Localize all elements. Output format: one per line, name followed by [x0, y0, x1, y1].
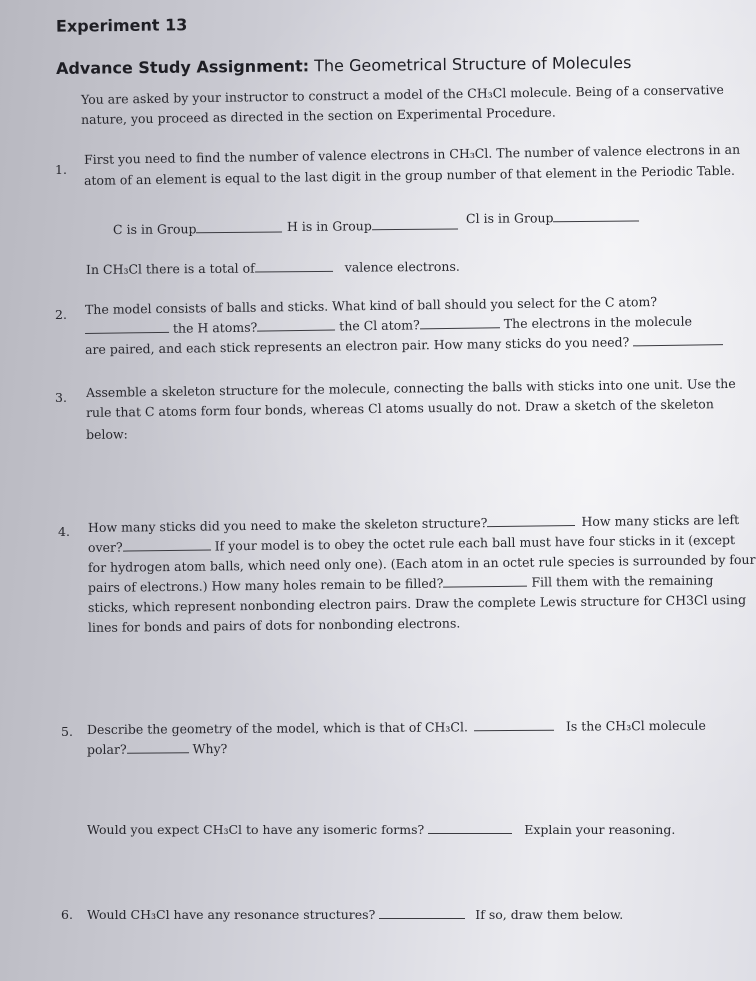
h-group-blank[interactable] [372, 219, 458, 231]
experiment-title: Experiment 13 [55, 15, 188, 36]
q4-line-2a: over? [87, 539, 123, 555]
h-atoms-blank[interactable] [257, 320, 335, 332]
q6-row [87, 907, 623, 922]
intro-line-2: nature, you proceed as directed in the section on Experimental Procedure. [80, 104, 556, 127]
q6-draw-label: If so, draw them below. [475, 907, 624, 922]
q4-line-2b: If your model is to obey the octet rule each ball must have four sticks in it (except [214, 532, 736, 554]
q1-number: 1. [55, 162, 67, 177]
q6-number: 6. [61, 907, 73, 922]
q5-line-1a: Describe the geometry of the model, which is that of CH₃Cl. [86, 719, 468, 737]
q4-line-1b: How many sticks are left [581, 512, 740, 529]
assignment-heading [56, 53, 632, 78]
c-group-blank[interactable] [196, 222, 282, 234]
polar-blank[interactable] [127, 742, 189, 753]
assignment-title: The Geometrical Structure of Molecules [314, 52, 632, 76]
q2-line-3 [85, 333, 723, 357]
sticks-needed-blank[interactable] [633, 334, 723, 346]
q5-line-2a: polar? [86, 741, 127, 757]
q2-number: 2. [55, 307, 67, 322]
assignment-label: Advance Study Assignment: [55, 56, 310, 79]
q4-line-2 [88, 532, 735, 555]
q6-question: Would CH₃Cl have any resonance structures? [87, 907, 376, 922]
q1-line-2: atom of an element is equal to the last digit in the group number of that element in the Periodic Table. [83, 162, 736, 188]
q4-line-4 [88, 572, 713, 595]
c-atom-blank[interactable] [85, 322, 169, 334]
q4-line-4a: pairs of electrons.) How many holes remain to be filled? [87, 575, 444, 595]
total-blank[interactable] [255, 261, 333, 273]
q3-line-2: rule that C atoms form four bonds, whereas Cl atoms usually do not. Draw a sketch of the skeleton [85, 396, 714, 420]
h-atoms-label: the H atoms? [172, 319, 258, 336]
q4-line-4b: Fill them with the remaining [531, 572, 714, 590]
cl-group-blank[interactable] [553, 210, 639, 222]
q3-line-1: Assemble a skeleton structure for the molecule, connecting the balls with sticks into one unit. Use the [85, 375, 736, 400]
cl-atom-blank[interactable] [420, 317, 500, 329]
resonance-blank[interactable] [379, 908, 465, 919]
q1-line-1: First you need to find the number of valence electrons in CH₃Cl. The number of valence electrons in an [83, 141, 741, 167]
q2-line-3-text: are paired, and each stick represents an electron pair. How many sticks do you need? [84, 334, 630, 357]
q5-line-1b: Is the CH₃Cl molecule [565, 717, 706, 734]
q4-line-5: sticks, which represent nonbonding electron pairs. Draw the complete Lewis structure for CH3Cl using [87, 591, 747, 615]
q2-line-2 [85, 314, 692, 337]
electrons-label: The electrons in the molecule [503, 313, 693, 332]
sticks-left-blank[interactable] [123, 540, 211, 552]
holes-blank[interactable] [443, 576, 527, 588]
skeleton-sticks-blank[interactable] [487, 515, 575, 527]
h-group-row [287, 218, 458, 234]
cl-atom-label: the Cl atom? [339, 317, 420, 334]
cl-group-label: Cl is in Group [465, 210, 554, 226]
q4-line-1a: How many sticks did you need to make the skeleton structure? [87, 515, 488, 535]
q4-line-6: lines for bonds and pairs of dots for nonbonding electrons. [87, 615, 461, 635]
cl-group-row [466, 209, 640, 226]
q2-line-1: The model consists of balls and sticks. What kind of ball should you select for the C atom? [84, 294, 658, 317]
q4-number: 4. [58, 524, 70, 539]
isomer-row [87, 822, 675, 837]
geometry-blank[interactable] [474, 720, 554, 732]
intro-line-1: You are asked by your instructor to construct a model of the CH₃Cl molecule. Being of a conservative [80, 81, 725, 107]
q4-line-1 [88, 512, 739, 535]
q3-line-3: below: [85, 426, 128, 442]
q4-line-3: for hydrogen atom balls, which need only one). (Each atom in an octet rule species is surrounded by four [87, 551, 756, 575]
c-group-label: C is in Group [112, 221, 197, 237]
isomer-blank[interactable] [428, 823, 512, 834]
q5-line-1 [87, 718, 706, 737]
explain-label: Explain your reasoning. [524, 822, 676, 837]
h-group-label: H is in Group [286, 218, 372, 234]
total-row [86, 259, 460, 277]
c-group-row [113, 221, 283, 237]
isomer-question: Would you expect CH₃Cl to have any isomeric forms? [87, 822, 425, 837]
total-suffix: valence electrons. [344, 258, 460, 275]
q5-line-2 [87, 741, 227, 757]
q5-line-2b: Why? [192, 741, 228, 757]
q3-number: 3. [55, 390, 67, 405]
total-prefix: In CH₃Cl there is a total of [85, 260, 255, 277]
q5-number: 5. [61, 724, 73, 739]
